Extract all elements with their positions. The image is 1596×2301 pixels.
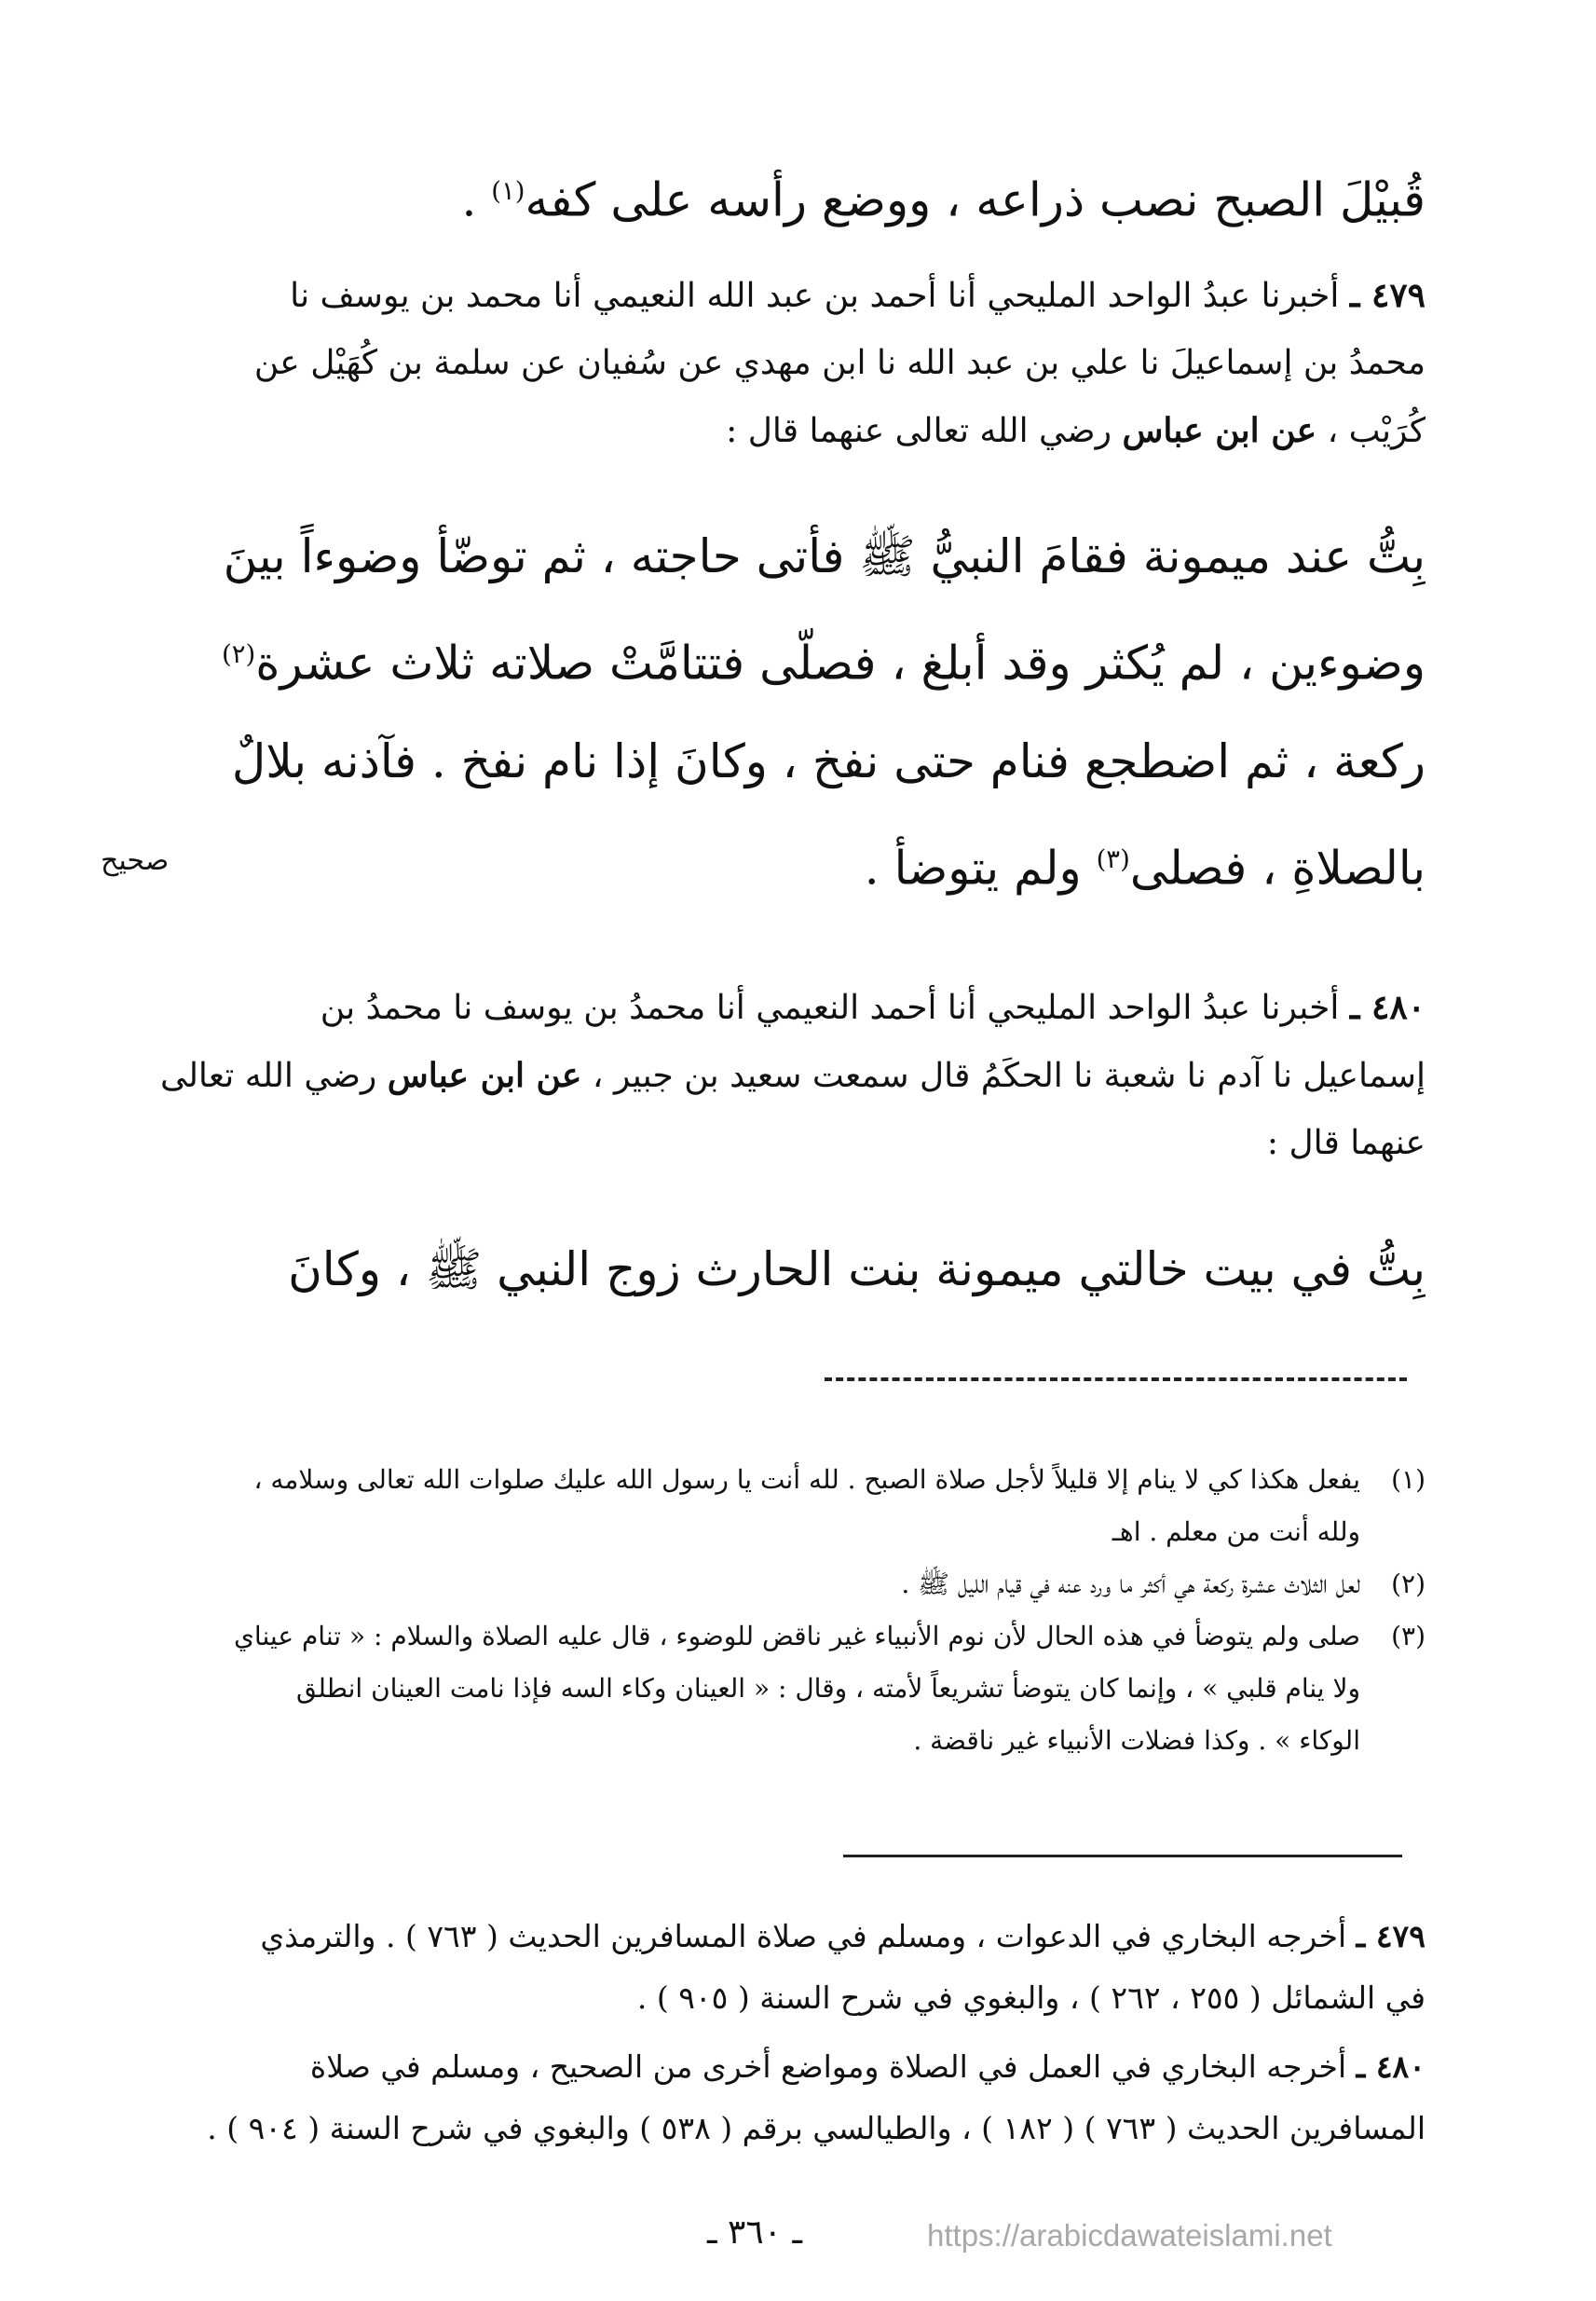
footnote-text <box>102 1610 1360 1767</box>
continued-text-end: . <box>461 172 492 227</box>
footnote <box>102 1454 1425 1558</box>
isnad-line <box>102 1042 1425 1110</box>
hadith-number: ٤٨٠ ـ <box>1349 988 1425 1027</box>
matn-line <box>102 811 1425 918</box>
solid-separator <box>843 1855 1402 1857</box>
matn-line <box>102 606 1425 713</box>
footnote-line: ولا ينام قلبي » ، وإنما كان يتوضأ تشريعاً لأمته ، وقال : « العينان وكاء السه فإذا نامت العينان انطلق <box>296 1673 1360 1704</box>
matn-text: ركعة ، ثم اضطجع فنام حتى نفخ ، وكانَ إذا نام نفخ . فآذنه بلالٌ <box>231 733 1425 788</box>
footnote-text <box>102 1558 1360 1610</box>
footnote-ref-2: (٢) <box>222 639 256 669</box>
isnad-line <box>102 262 1425 330</box>
takhrij-number: ٤٨٠ ـ <box>1356 2048 1425 2085</box>
matn-text: بالصلاةِ ، فصلى <box>1129 841 1425 896</box>
isnad-line <box>102 397 1425 465</box>
hadith-grade: صحيح <box>101 844 170 877</box>
takhrij-479 <box>102 1906 1425 2029</box>
takhrij-480 <box>102 2036 1425 2159</box>
footnote-text <box>102 1454 1360 1558</box>
takhrij-line <box>102 2036 1425 2098</box>
matn-line <box>102 508 1425 606</box>
takhrij-line <box>102 1906 1425 1967</box>
footnote-line: صلى ولم يتوضأ في هذه الحال لأن نوم الأنبياء غير ناقض للوضوء ، قال عليه الصلاة والسلام : « تنام عيناي <box>234 1621 1360 1651</box>
isnad-text: رضي الله تعالى عنهما قال : <box>726 412 1112 450</box>
isnad-line <box>102 974 1425 1042</box>
takhrij-text: أخرجه البخاري في العمل في الصلاة ومواضع أخرى من الصحيح ، ومسلم في صلاة <box>309 2048 1347 2085</box>
isnad-text: عنهما قال : <box>1266 1124 1425 1162</box>
page-number: ـ ٣٦٠ ـ <box>706 2213 802 2252</box>
isnad-line <box>102 330 1425 397</box>
matn-line <box>102 713 1425 811</box>
footnote-line: لعل الثلاث عشرة ركعة هي أكثر ما ورد عنه في قيام الليل ﷺ . <box>901 1568 1360 1599</box>
isnad-text: إسماعيل نا آدم نا شعبة نا الحكَمُ قال سمعت سعيد بن جبير ، <box>592 1057 1425 1095</box>
isnad-text: رضي الله تعالى <box>159 1057 377 1095</box>
matn-text: بِتُّ عند ميمونة فقامَ النبيُّ ﷺ فأتى حاجته ، ثم توضّأ وضوءاً بينَ <box>223 529 1425 583</box>
footnote <box>102 1558 1425 1610</box>
hadith-number: ٤٧٩ ـ <box>1349 276 1425 315</box>
takhrij-line: في الشمائل ( ٢٥٥ ، ٢٦٢ ) ، والبغوي في شرح السنة ( ٩٠٥ ) . <box>636 1979 1425 2016</box>
matn-text: وضوءين ، لم يُكثر وقد أبلغ ، فصلّى فتتامَّتْ صلاته ثلاث عشرة <box>255 636 1425 691</box>
isnad-text: أخبرنا عبدُ الواحد المليحي أنا أحمد النعيمي أنا محمدُ بن يوسف نا محمدُ بن <box>320 989 1340 1027</box>
hadith-480-isnad <box>102 974 1425 1177</box>
isnad-text: كُرَيْب ، <box>1327 412 1425 450</box>
footnotes <box>102 1454 1425 1767</box>
isnad-text: أخبرنا عبدُ الواحد المليحي أنا أحمد بن عبد الله النعيمي أنا محمد بن يوسف نا <box>290 277 1340 315</box>
watermark-url: https://arabicdawateislami.net <box>927 2218 1332 2253</box>
isnad-line <box>102 1110 1425 1177</box>
takhrij-text: أخرجه البخاري في الدعوات ، ومسلم في صلاة المسافرين الحديث ( ٧٦٣ ) . والترمذي <box>260 1918 1347 1954</box>
footnote-line: يفعل هكذا كي لا ينام إلا قليلاً لأجل صلاة الصبح . لله أنت يا رسول الله عليك صلوات الله تعالى وسلامه ، <box>253 1464 1360 1495</box>
continued-text: قُبيْلَ الصبح نصب ذراعه ، ووضع رأسه على كفه <box>525 172 1425 227</box>
footnote-line: ولله أنت من معلم . اهـ <box>1112 1516 1360 1547</box>
footnote-number: (٣) <box>1391 1621 1425 1651</box>
footnote-ref-1: (١) <box>491 176 525 206</box>
matn-text: ولم يتوضأ . <box>864 841 1097 896</box>
takhrij-number: ٤٧٩ ـ <box>1356 1918 1425 1954</box>
continued-text-line <box>102 154 1425 238</box>
dashed-separator <box>825 1377 1407 1381</box>
matn-line <box>102 1221 1425 1319</box>
footnote-ref-3: (٣) <box>1096 843 1130 874</box>
isnad-text: محمدُ بن إسماعيلَ نا علي بن عبد الله نا ابن مهدي عن سُفيان عن سلمة بن كُهَيْل عن <box>253 344 1425 382</box>
matn-text: بِتُّ في بيت خالتي ميمونة بنت الحارث زوج النبي ﷺ ، وكانَ <box>288 1242 1425 1296</box>
narrator-name: عن ابن عباس <box>387 1056 582 1095</box>
hadith-479-isnad <box>102 262 1425 465</box>
narrator-name: عن ابن عباس <box>1122 411 1317 450</box>
takhrij-line: المسافرين الحديث ( ٧٦٣ ) ( ١٨٢ ) ، والطيالسي برقم ( ٥٣٨ ) والبغوي في شرح السنة ( ٩٠٤ ) . <box>207 2110 1425 2146</box>
footnote-number: (١) <box>1391 1464 1425 1495</box>
hadith-480-matn <box>102 1221 1425 1319</box>
footnote <box>102 1610 1425 1767</box>
footnote-number: (٢) <box>1391 1568 1425 1599</box>
footnote-line: الوكاء » . وكذا فضلات الأنبياء غير ناقضة . <box>913 1725 1360 1756</box>
hadith-479-matn <box>102 508 1425 917</box>
